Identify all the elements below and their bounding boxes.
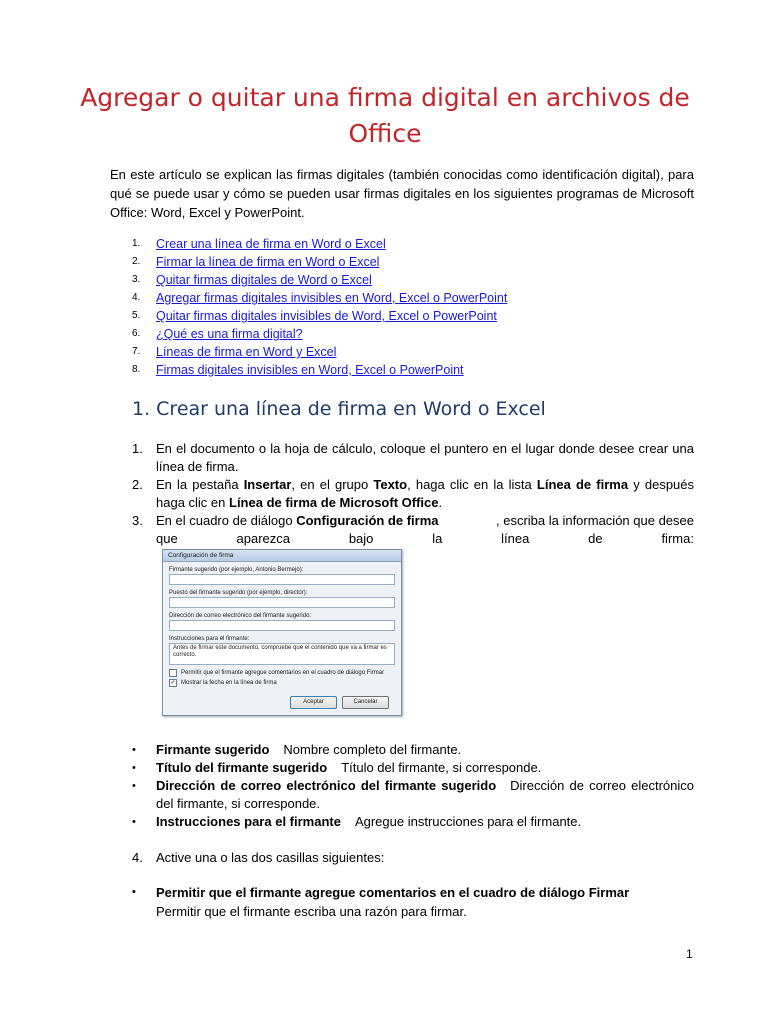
intro-paragraph: En este artículo se explican las firmas digitales (también conocidas como identificación digital), para qué se puede usar y cómo se pueden usar firmas digitales en los siguientes programas de Microsoft Office: Word, Excel y PowerPoint. <box>110 167 694 220</box>
toc-link-4[interactable]: Agregar firmas digitales invisibles en Word, Excel o PowerPoint <box>156 291 508 305</box>
toc-item: 3. Quitar firmas digitales de Word o Excel <box>132 273 372 287</box>
page-number: 1 <box>686 947 693 961</box>
field-descriptions <box>110 741 694 831</box>
cancel-button[interactable]: Cancelar <box>342 696 389 709</box>
toc-link-2[interactable]: Firmar la línea de firma en Word o Excel <box>156 255 380 269</box>
toc-item: 6. ¿Qué es una firma digital? <box>132 327 303 341</box>
toc-item: 8. Firmas digitales invisibles en Word, Excel o PowerPoint <box>132 363 464 377</box>
toc-link-7[interactable]: Líneas de firma en Word y Excel <box>156 345 337 359</box>
ok-button[interactable]: Aceptar <box>290 696 337 709</box>
list-item: • Dirección de correo electrónico del firmante sugerido Dirección de correo electrónico del firmante, si corresponde. <box>132 778 694 811</box>
section-heading: 1. Crear una línea de firma en Word o Excel <box>132 398 546 420</box>
checkmark-icon: ✓ <box>170 680 176 686</box>
step-2: 2. En la pestaña Insertar, en el grupo Texto, haga clic en la lista Línea de firma y después haga clic en Línea de firma de Microsoft Office. <box>132 477 695 510</box>
suggested-signer-input[interactable] <box>169 574 395 585</box>
list-item: • Permitir que el firmante agregue comentarios en el cuadro de diálogo Firmar Permitir que el firmante escriba una razón para firmar. <box>132 885 630 919</box>
toc-item: 5. Quitar firmas digitales invisibles de Word, Excel o PowerPoint <box>132 309 497 323</box>
steps-list <box>110 440 694 548</box>
toc-item: 4. Agregar firmas digitales invisibles en Word, Excel o PowerPoint <box>132 291 508 305</box>
toc-item: 2. Firmar la línea de firma en Word o Excel <box>132 255 380 269</box>
step-4: 4. Active una o las dos casillas siguientes: <box>132 850 385 865</box>
show-date-checkbox[interactable]: ✓ Mostrar la fecha en la línea de firma <box>170 680 277 686</box>
page-title: Agregar o quitar una firma digital en archivos de Office <box>80 83 690 148</box>
toc-link-5[interactable]: Quitar firmas digitales invisibles de Word, Excel o PowerPoint <box>156 309 497 323</box>
toc-link-6[interactable]: ¿Qué es una firma digital? <box>156 327 303 341</box>
allow-comments-checkbox[interactable]: Permitir que el firmante agregue comentarios en el cuadro de diálogo Firmar <box>169 668 395 678</box>
toc-link-8[interactable]: Firmas digitales invisibles en Word, Excel o PowerPoint <box>156 363 464 377</box>
dialog-title: Configuración de firma <box>163 550 401 562</box>
table-of-contents <box>110 235 694 379</box>
list-item: • Título del firmante sugerido Título del firmante, si corresponde. <box>132 760 542 775</box>
toc-item: 1. Crear una línea de firma en Word o Excel <box>132 237 386 251</box>
signer-instructions-input[interactable]: Antes de firmar este documento, compruebe que el contenido que va a firmar es correcto. <box>169 643 395 665</box>
step-3: 3. En el cuadro de diálogo Configuración de firma , escriba la información que desee que aparezca bajo la línea de firma: <box>132 513 694 546</box>
signer-email-input[interactable] <box>169 620 395 631</box>
list-item: • Firmante sugerido Nombre completo del firmante. <box>132 742 462 757</box>
list-item: • Instrucciones para el firmante Agregue instrucciones para el firmante. <box>132 814 582 829</box>
toc-link-1[interactable]: Crear una línea de firma en Word o Excel <box>156 237 386 251</box>
step-1: 1. En el documento o la hoja de cálculo, coloque el puntero en el lugar donde desee crear una línea de firma. <box>132 441 694 474</box>
checkbox-icon <box>169 669 177 677</box>
signature-setup-dialog: Configuración de firma Firmante sugerido (por ejemplo, Antonio Bermejo): Puesto del firmante sugerido (por ejemplo, director): Dirección de correo electrónico del firmante sugerido: Instrucciones para el firmante: Antes de firmar este documento, compruebe que el contenido que va a firmar es correcto. Permitir que el firmante agregue comentarios en el cuadro de diálogo Firmar ✓ Mostrar la fecha en la línea de firma Aceptar Cancelar <box>162 549 402 716</box>
signer-title-input[interactable] <box>169 597 395 608</box>
toc-item: 7. Líneas de firma en Word y Excel <box>132 345 337 359</box>
toc-link-3[interactable]: Quitar firmas digitales de Word o Excel <box>156 273 372 287</box>
